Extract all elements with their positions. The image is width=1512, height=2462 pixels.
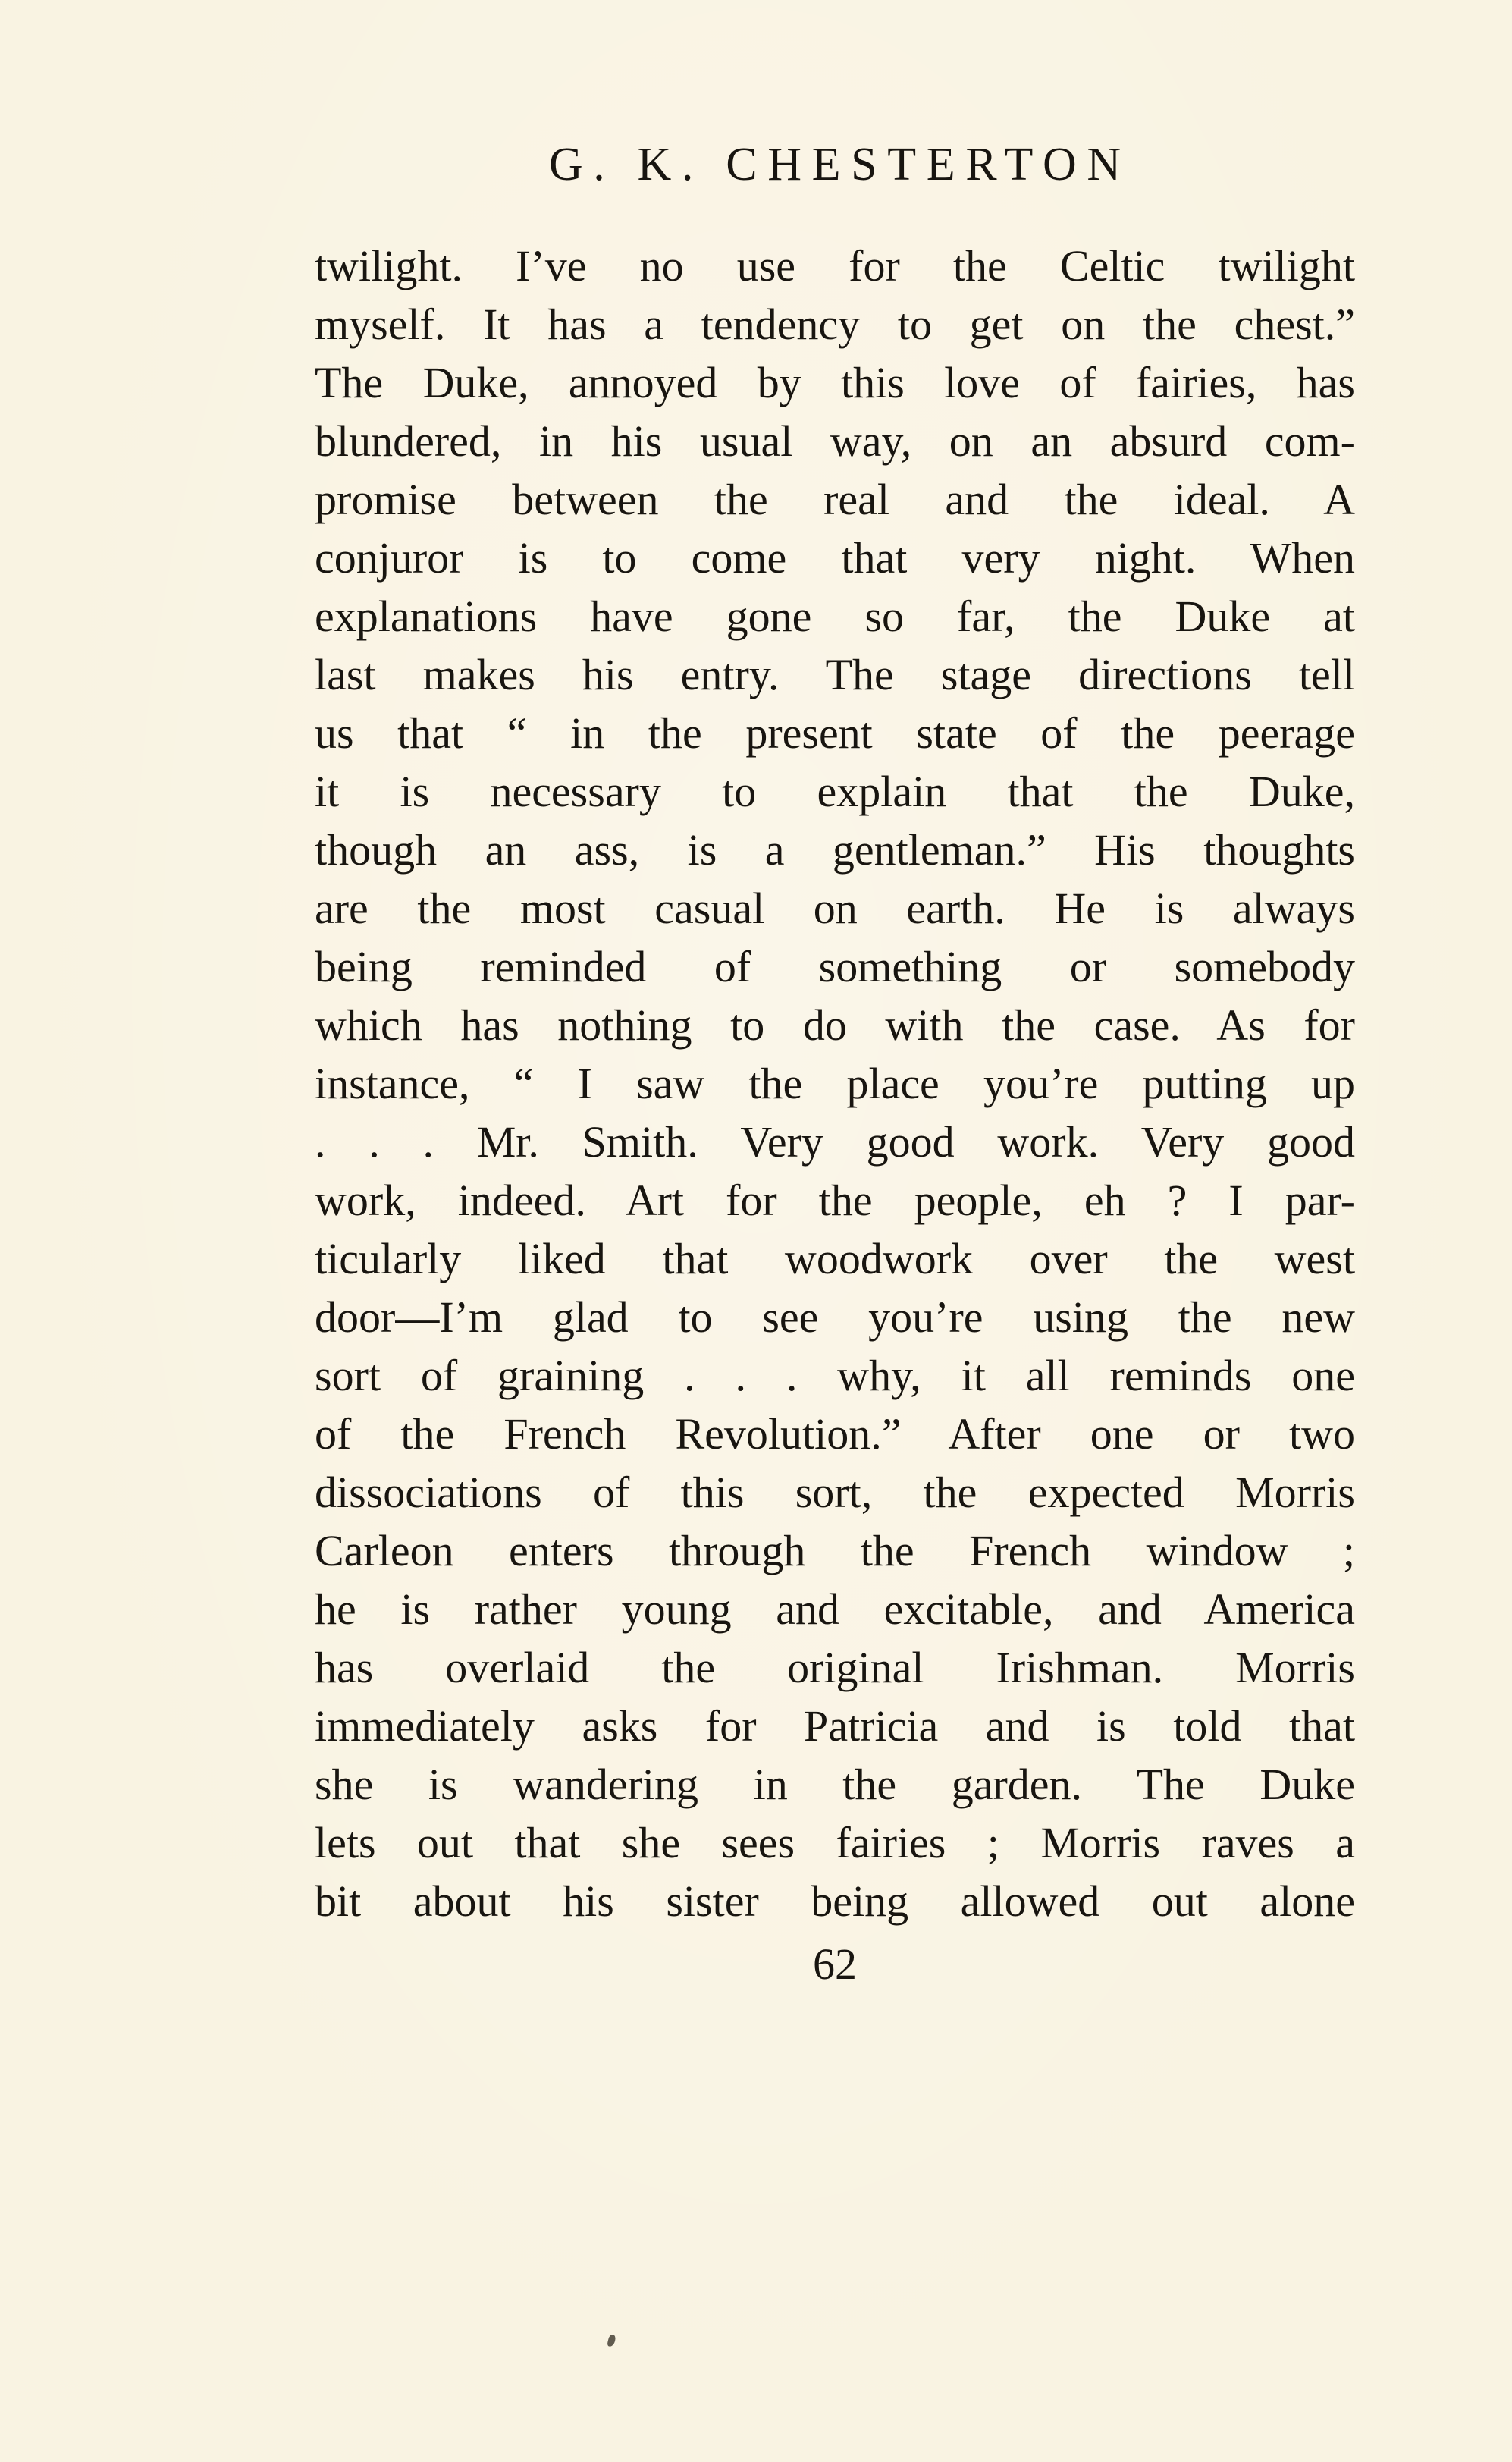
text-line: are the most casual on earth. He is always [315, 884, 1355, 933]
text-line: last makes his entry. The stage directions tell [315, 650, 1355, 699]
text-line: The Duke, annoyed by this love of fairies, has [315, 358, 1355, 407]
text-line: . . . Mr. Smith. Very good work. Very good [315, 1117, 1355, 1167]
text-line: dissociations of this sort, the expected Morris [315, 1468, 1355, 1517]
text-line: has overlaid the original Irishman. Morris [315, 1643, 1355, 1692]
text-line: Carleon enters through the French window ; [315, 1526, 1355, 1575]
text-line: he is rather young and excitable, and America [315, 1584, 1355, 1634]
text-line: ticularly liked that woodwork over the west [315, 1234, 1355, 1283]
text-line: immediately asks for Patricia and is told that [315, 1701, 1355, 1751]
text-line: which has nothing to do with the case. As for [315, 1000, 1355, 1050]
text-line: blundered, in his usual way, on an absurd com- [315, 416, 1355, 466]
scan-speck [607, 2334, 616, 2347]
text-line: conjuror is to come that very night. When [315, 533, 1355, 583]
text-line: bit about his sister being allowed out alone [315, 1876, 1355, 1926]
body-text [315, 237, 1355, 1930]
text-line: work, indeed. Art for the people, eh ? I par- [315, 1176, 1355, 1225]
text-line: of the French Revolution.” After one or two [315, 1409, 1355, 1459]
running-header: G. K. CHESTERTON [548, 139, 1131, 190]
text-line: promise between the real and the ideal. A [315, 475, 1355, 524]
text-line: twilight. I’ve no use for the Celtic twilight [315, 241, 1355, 290]
text-line: she is wandering in the garden. The Duke [315, 1760, 1355, 1809]
text-line: lets out that she sees fairies ; Morris raves a [315, 1818, 1355, 1867]
text-line: myself. It has a tendency to get on the chest.” [315, 300, 1355, 349]
text-line: us that “ in the present state of the peerage [315, 708, 1355, 758]
text-line: being reminded of something or somebody [315, 942, 1355, 991]
text-line: instance, “ I saw the place you’re putting up [315, 1059, 1355, 1108]
page-number: 62 [813, 1939, 857, 1989]
text-line: it is necessary to explain that the Duke, [315, 767, 1355, 816]
text-line: door—I’m glad to see you’re using the new [315, 1292, 1355, 1342]
text-line: though an ass, is a gentleman.” His thoughts [315, 825, 1355, 875]
text-line: sort of graining . . . why, it all reminds one [315, 1351, 1355, 1400]
text-line: explanations have gone so far, the Duke at [315, 592, 1355, 641]
